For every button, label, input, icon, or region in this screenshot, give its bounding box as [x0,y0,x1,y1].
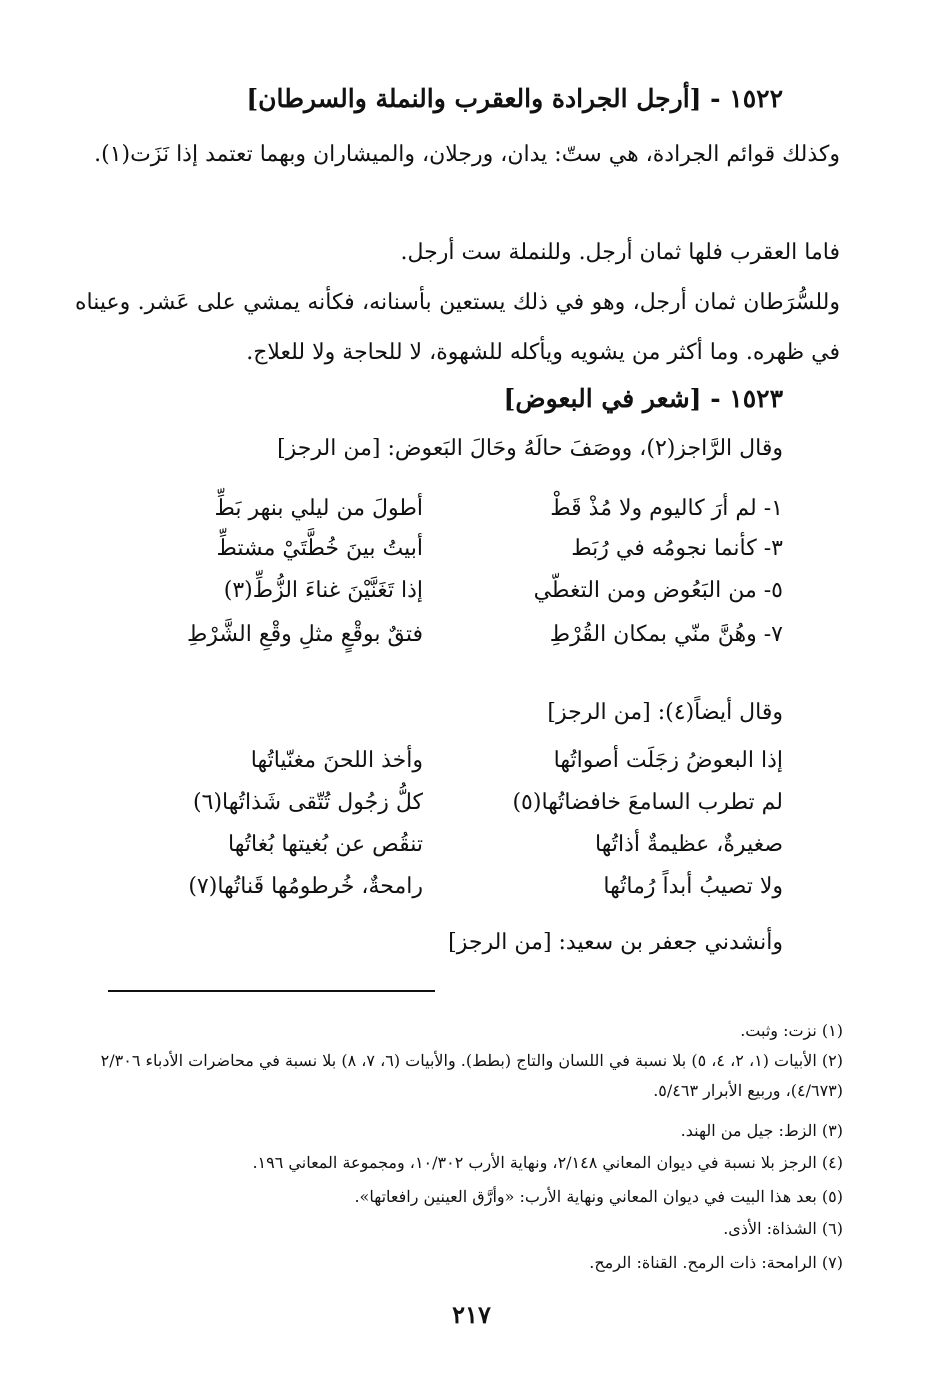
poem-intro-2: وقال أيضاً(٤): [من الرجز] [547,700,783,725]
verse-first-half: ٥- من البَعُوض ومن التغطّي [533,578,783,603]
verse-second-half: إذا تَغَنَّيْنَ غناءَ الزُّطِّ(٣) [223,578,423,603]
verse-second-half: رامحةٌ، خُرطومُها قَناتُها(٧) [188,874,423,899]
verse-first-half: لم تطرب السامعَ خافضاتُها(٥) [512,790,783,815]
footnote: (١) نزت: وثبت. [740,1021,843,1040]
verse-second-half: كلُّ زجُول تُتّقى شَذاتُها(٦) [193,790,423,815]
footnote: (٣) الزط: جيل من الهند. [680,1121,843,1140]
footnote: (٧) الرامحة: ذات الرمح. القناة: الرمح. [589,1253,843,1272]
verse-first-half: ٧- وهُنَّ منّي بمكان القُرْطِ [549,622,783,647]
verse-first-half: ١- لم أرَ كاليوم ولا مُذْ قَطْ [550,496,783,521]
verse-first-half: صغيرةٌ، عظيمةٌ أذاتُها [595,832,783,857]
verse-second-half: أبيتُ بينَ خُطَّتَيْ مشتطِّ [216,536,423,561]
footnote: (٦) الشذاة: الأذى. [723,1219,843,1238]
verse-second-half: وأخذ اللحنَ مغنّياتُها [250,748,423,773]
verse-second-half: فتقٌ بوقْعٍ مثلِ وقْعِ الشَّرْطِ [186,622,423,647]
section-heading-1522: ١٥٢٢ - [أرجل الجرادة والعقرب والنملة والسرطان] [246,84,783,113]
section-heading-1523: ١٥٢٣ - [شعر في البعوض] [503,384,783,413]
page-number: ٢١٧ [452,1300,491,1329]
footnote: (٥) بعد هذا البيت في ديوان المعاني ونهاية الأرب: «وأرَّق العينين رافعاتها». [354,1187,843,1206]
verse-first-half: ٣- كأنما نجومُه في رُبَط [571,536,783,561]
footnote: (٢) الأبيات (١، ٢، ٤، ٥) بلا نسبة في اللسان والتاج (بطط). والأبيات (٦، ٧، ٨) بلا نسبة في محاضرات الأدباء ٢/٣٠٦ (٤/٦٧٣)، وربيع الأبرار ٥/٤٦٣. [100,1051,843,1100]
verse-second-half: أطولَ من ليلي بنهر بَطِّ [214,496,423,521]
paragraph-crab: وللسُّرَطان ثمان أرجل، وهو في ذلك يستعين بأسنانه، فكأنه يمشي على عَشر. وعيناه في ظهره. وما أكثر من يشويه ويأكله للشهوة، لا للحاجة ولا للعلاج. [75,290,840,365]
paragraph-locust-legs: وكذلك قوائم الجرادة، هي ستّ: يدان، ورجلان، والميشاران وبهما تعتمد إذا نَزَت(١). [94,142,840,167]
verse-first-half: إذا البعوضُ زجَلَت أصواتُها [553,748,783,773]
paragraph-scorpion-ant: فاما العقرب فلها ثمان أرجل. وللنملة ست أرجل. [400,240,840,265]
poem-intro-3: وأنشدني جعفر بن سعيد: [من الرجز] [448,930,783,955]
footnote: (٤) الرجز بلا نسبة في ديوان المعاني ٢/١٤٨، ونهاية الأرب ١٠/٣٠٢، ومجموعة المعاني ١٩٦. [252,1153,843,1172]
verse-second-half: تنقُص عن بُغيتها بُغاتُها [228,832,423,857]
verse-first-half: ولا تصيبُ أبداً رُماتُها [603,874,783,899]
footnote-divider [108,990,435,992]
poem-intro-1: وقال الرَّاجز(٢)، ووصَفَ حالَهُ وحَالَ البَعوض: [من الرجز] [277,436,783,461]
